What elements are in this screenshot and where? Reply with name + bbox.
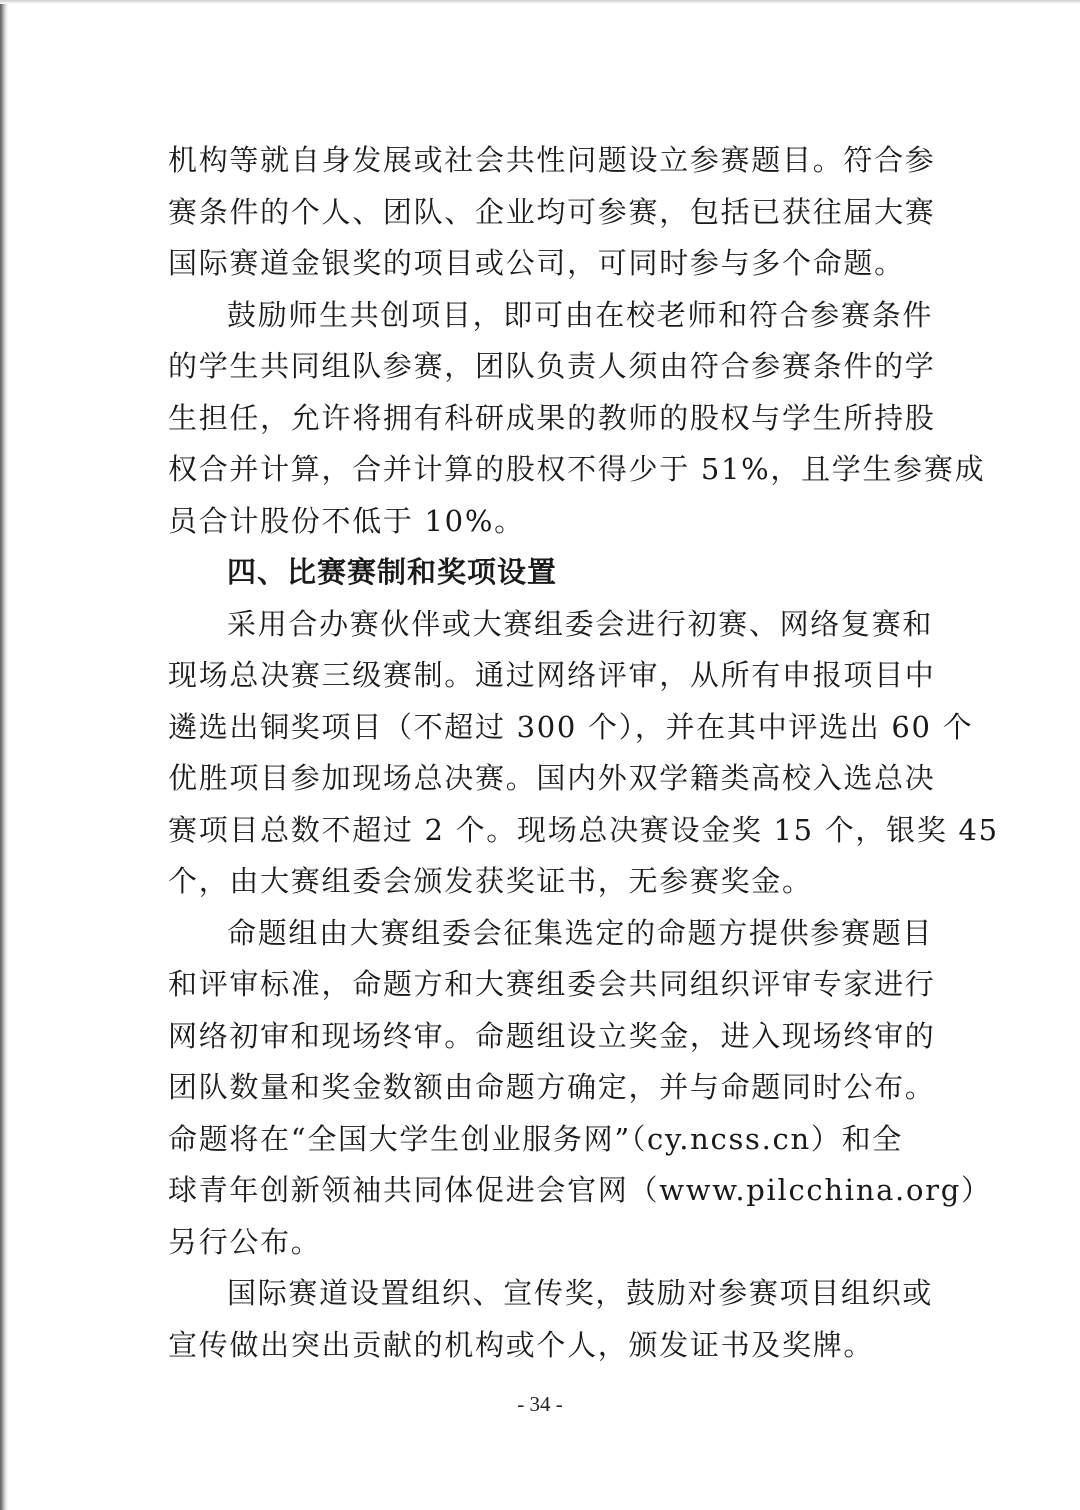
text-line: 的学生共同组队参赛，团队负责人须由符合参赛条件的学: [168, 349, 936, 383]
text-line: 现场总决赛三级赛制。通过网络评审，从所有申报项目中: [168, 658, 936, 692]
text-line: 机构等就自身发展或社会共性问题设立参赛题目。符合参: [168, 143, 936, 177]
text-line: 鼓励师生共创项目，即可由在校老师和符合参赛条件: [227, 297, 934, 332]
text-line: 和评审标准，命题方和大赛组委会共同组织评审专家进行: [168, 967, 936, 1001]
text-line: 优胜项目参加现场总决赛。国内外双学籍类高校入选总决: [168, 761, 936, 795]
text-line: 命题组由大赛组委会征集选定的命题方提供参赛题目: [227, 915, 934, 950]
text-line: 赛项目总数不超过 2 个。现场总决赛设金奖 15 个，银奖 45: [168, 812, 999, 847]
text-line: 团队数量和奖金数额由命题方确定，并与命题同时公布。: [168, 1070, 936, 1104]
text-line: 个，由大赛组委会颁发获奖证书，无参赛奖金。: [168, 864, 813, 898]
text-line: 国际赛道设置组织、宣传奖，鼓励对参赛项目组织或: [227, 1276, 934, 1310]
text-line: 员合计股份不低于 10%。: [168, 503, 525, 538]
text-line: 赛条件的个人、团队、企业均可参赛，包括已获往届大赛: [168, 194, 936, 229]
page-number: - 34 -: [517, 1392, 563, 1416]
text-line: 网络初审和现场终审。命题组设立奖金，进入现场终审的: [168, 1018, 936, 1053]
text-line: 遴选出铜奖项目（不超过 300 个），并在其中评选出 60 个: [168, 709, 974, 744]
text-line: 国际赛道金银奖的项目或公司，可同时参与多个命题。: [168, 246, 905, 280]
text-line: 宣传做出突出贡献的机构或个人，颁发证书及奖牌。: [168, 1327, 875, 1362]
text-line: 生担任，允许将拥有科研成果的教师的股权与学生所持股: [168, 400, 936, 435]
page-left-edge: [0, 0, 8, 1510]
document-body: [168, 135, 999, 1371]
text-line: 采用合办赛伙伴或大赛组委会进行初赛、网络复赛和: [227, 606, 934, 641]
page-top-edge: [0, 0, 1080, 4]
text-line: 命题将在“全国大学生创业服务网”（cy.ncss.cn）和全: [168, 1121, 903, 1156]
text-line: 权合并计算，合并计算的股权不得少于 51%，且学生参赛成: [168, 452, 986, 486]
text-line: 另行公布。: [168, 1224, 322, 1259]
text-line: 球青年创新领袖共同体促进会官网（www.pilcchina.org）: [168, 1173, 992, 1207]
section-heading: 四、比赛赛制和奖项设置: [227, 555, 558, 589]
